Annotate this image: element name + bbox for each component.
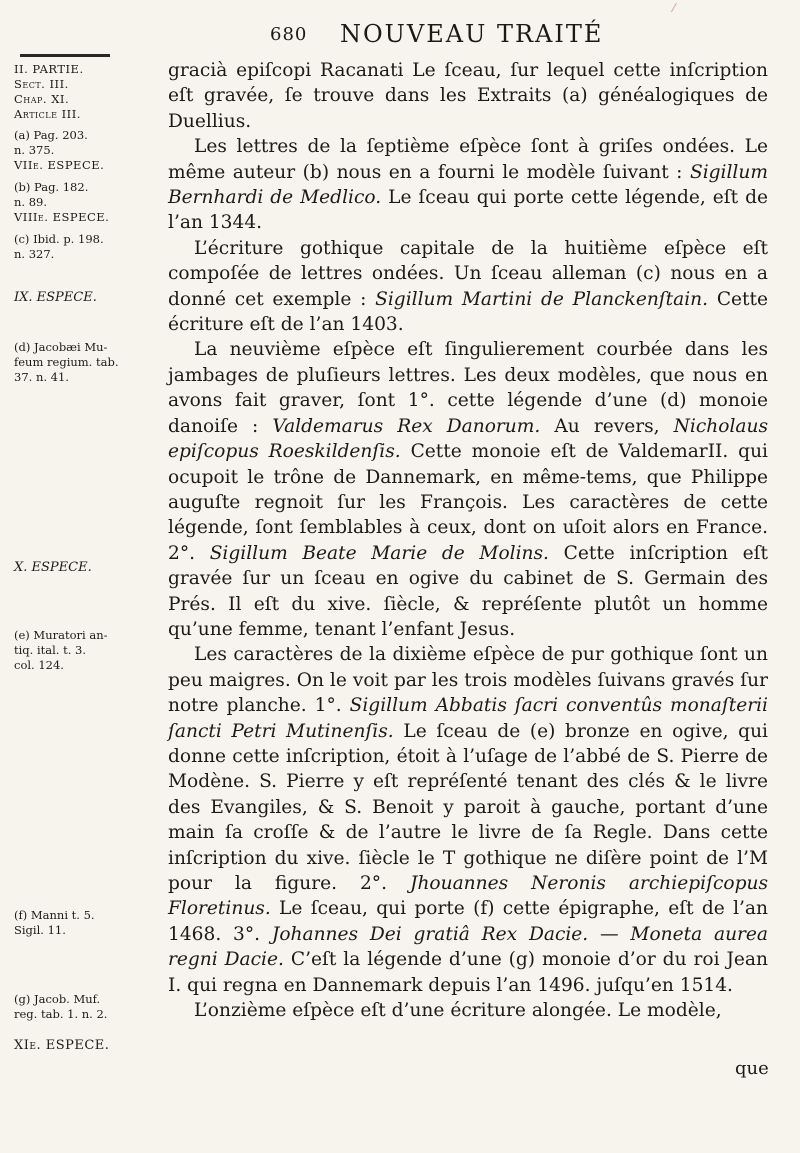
margin-note-a: (a) Pag. 203. n. 375. VIIe. ESPECE. xyxy=(14,128,164,173)
margin-espece-10: X. ESPECE. xyxy=(14,560,92,575)
main-text xyxy=(168,58,768,1023)
paragraph-6: L’onzième eſpèce eſt d’une écriture alongée. Le modèle, xyxy=(194,1000,722,1022)
paragraph-1: gracià epiſcopi Racanati Le ſceau, ſur lequel cette inſcription eſt gravée, ſe trouve dans les Extraits (a) généalogiques de Duellius. xyxy=(168,60,768,132)
margin-section-heading xyxy=(14,62,164,122)
margin-note-f: (f) Manni t. 5. Sigil. 11. xyxy=(14,908,95,937)
catchword: que xyxy=(735,1058,769,1079)
margin-note-e: (e) Muratori an- tiq. ital. t. 3. col. 124. xyxy=(14,628,108,672)
paragraph-4: La neuvième eſpèce eſt ſingulierement courbée dans les jambages de pluſieurs lettres. Les deux modèles, que nous en avons fait graver, ſont 1°. cette légende d’une (d) monoie danoiſe : Valdemarus Rex Danorum. Au revers, Nicholaus epiſcopus Roeskildenſis. Cette monoie eſt de ValdemarII. qui ocupoit le trône de Dannemark, en même-tems, que Philippe auguſte regnoit ſur les François. Les caractères de cette légende, ſont ſemblables à ceux, dont on uſoit alors en France. 2°. Sigillum Beate Marie de Molins. Cette inſcription eſt gravée ſur un ſceau en ogive du cabinet de S. Germain des Prés. Il eſt du xive. ſiècle, & repréſente plutôt un homme qu’une femme, tenant l’enfant Jesus. xyxy=(168,339,768,640)
margin-espece-7: VIIe. ESPECE. xyxy=(14,158,105,172)
margin-rule xyxy=(20,54,110,57)
running-title: NOUVEAU TRAITÉ xyxy=(340,20,604,48)
margin-espece-11: XIe. ESPECE. xyxy=(14,1038,110,1053)
margin-note-d: (d) Jacobæi Mu- feum regium. tab. 37. n. 41. xyxy=(14,340,119,384)
margin-chap: Chap. XI. xyxy=(14,92,70,106)
margin-espece-8: VIIIe. ESPECE. xyxy=(14,210,110,224)
paper-mark xyxy=(671,3,682,15)
margin-article: Article III. xyxy=(14,107,81,121)
page-number: 680 xyxy=(270,24,308,45)
margin-partie: II. PARTIE. xyxy=(14,62,84,76)
margin-sect: Sect. III. xyxy=(14,77,69,91)
margin-note-g: (g) Jacob. Muf. reg. tab. 1. n. 2. xyxy=(14,992,108,1021)
paragraph-5: Les caractères de la dixième eſpèce de pur gothique ſont un peu maigres. On le voit par les trois modèles ſuivans gravés ſur notre planche. 1°. Sigillum Abbatis ſacri conventûs monaſterii ſancti Petri Mutinenſis. Le ſceau de (e) bronze en ogive, qui donne cette inſcription, étoit à l’uſage de l’abbé de S. Pierre de Modène. S. Pierre y eſt repréſenté tenant des clés & le livre des Evangiles, & S. Benoit y paroit à gauche, portant d’une main ſa croſſe & de l’autre le livre de ſa Regle. Dans cette inſcription du xive. ſiècle le T gothique ne diſère point de l’M pour la figure. 2°. Jhouannes Neronis archiepiſcopus Floretinus. Le ſceau, qui porte (f) cette épigraphe, eſt de l’an 1468. 3°. Johannes Dei gratiâ Rex Dacie. — Moneta aurea regni Dacie. C’eſt la légende d’une (g) monoie d’or du roi Jean I. qui regna en Dannemark depuis l’an 1496. juſqu’en 1514. xyxy=(168,644,769,996)
margin-note-c: (c) Ibid. p. 198. n. 327. xyxy=(14,232,104,261)
paragraph-2: Les lettres de la ſeptième eſpèce ſont à griſes ondées. Le même auteur (b) nous en a fourni le modèle ſuivant : Sigillum Bernhardi de Medlico. Le ſceau qui porte cette légende, eſt de l’an 1344. xyxy=(168,136,768,234)
margin-espece-9: IX. ESPECE. xyxy=(14,290,97,305)
paragraph-3: L’écriture gothique capitale de la huitième eſpèce eſt compoſée de lettres ondées. Un ſceau alleman (c) nous en a donné cet exemple : Sigillum Martini de Planckenſtain. Cette écriture eſt de l’an 1403. xyxy=(168,237,768,336)
margin-note-b: (b) Pag. 182. n. 89. VIIIe. ESPECE. xyxy=(14,180,164,225)
